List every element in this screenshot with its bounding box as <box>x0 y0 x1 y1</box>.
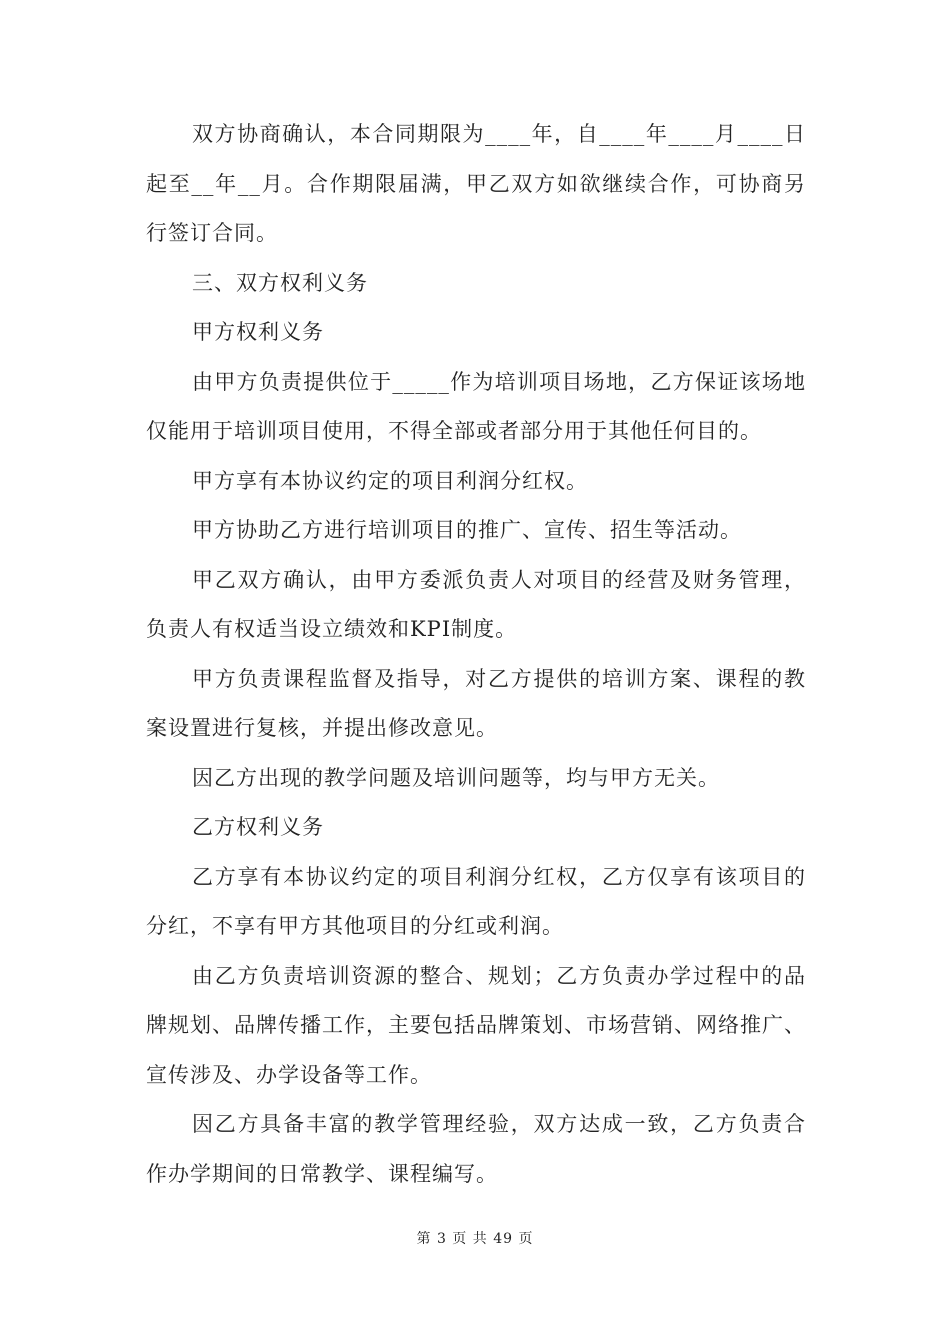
paragraph-party-a-promotion: 甲方协助乙方进行培训项目的推广、宣传、招生等活动。 <box>192 518 742 542</box>
paragraph-term-duration: 双方协商确认，本合同期限为____年，自____年____月____日起至__年__月。合作期限届满，甲乙双方如欲继续合作，可协商另行签订合同。 <box>146 122 806 245</box>
page-number-footer: 第 3 页 共 49 页 <box>416 1231 534 1247</box>
paragraph-party-a-supervision: 甲方负责课程监督及指导，对乙方提供的培训方案、课程的教案设置进行复核，并提出修改意见。 <box>146 666 806 740</box>
paragraph-party-b-branding: 由乙方负责培训资源的整合、规划；乙方负责办学过程中的品牌规划、品牌传播工作，主要包括品牌策划、市场营销、网络推广、宣传涉及、办学设备等工作。 <box>146 963 806 1087</box>
paragraph-party-a-disclaimer: 因乙方出现的教学问题及培训问题等，均与甲方无关。 <box>192 765 720 790</box>
subheading-party-a-rights: 甲方权利义务 <box>192 320 324 344</box>
section-heading-rights-obligations: 三、双方权利义务 <box>192 270 368 295</box>
paragraph-party-b-dividend: 乙方享有本协议约定的项目利润分红权，乙方仅享有该项目的分红，不享有甲方其他项目的分红或利润。 <box>146 864 806 938</box>
paragraph-party-b-teaching: 因乙方具备丰富的教学管理经验，双方达成一致，乙方负责合作办学期间的日常教学、课程编写。 <box>146 1112 806 1186</box>
subheading-party-b-rights: 乙方权利义务 <box>192 815 324 839</box>
paragraph-party-a-venue: 由甲方负责提供位于_____作为培训项目场地，乙方保证该场地仅能用于培训项目使用，不得全部或者部分用于其他任何目的。 <box>146 369 806 443</box>
paragraph-party-a-management: 甲乙双方确认，由甲方委派负责人对项目的经营及财务管理，负责人有权适当设立绩效和KPI制度。 <box>146 567 806 641</box>
document-body <box>146 110 806 1199</box>
paragraph-party-a-dividend: 甲方享有本协议约定的项目利润分红权。 <box>192 468 588 493</box>
